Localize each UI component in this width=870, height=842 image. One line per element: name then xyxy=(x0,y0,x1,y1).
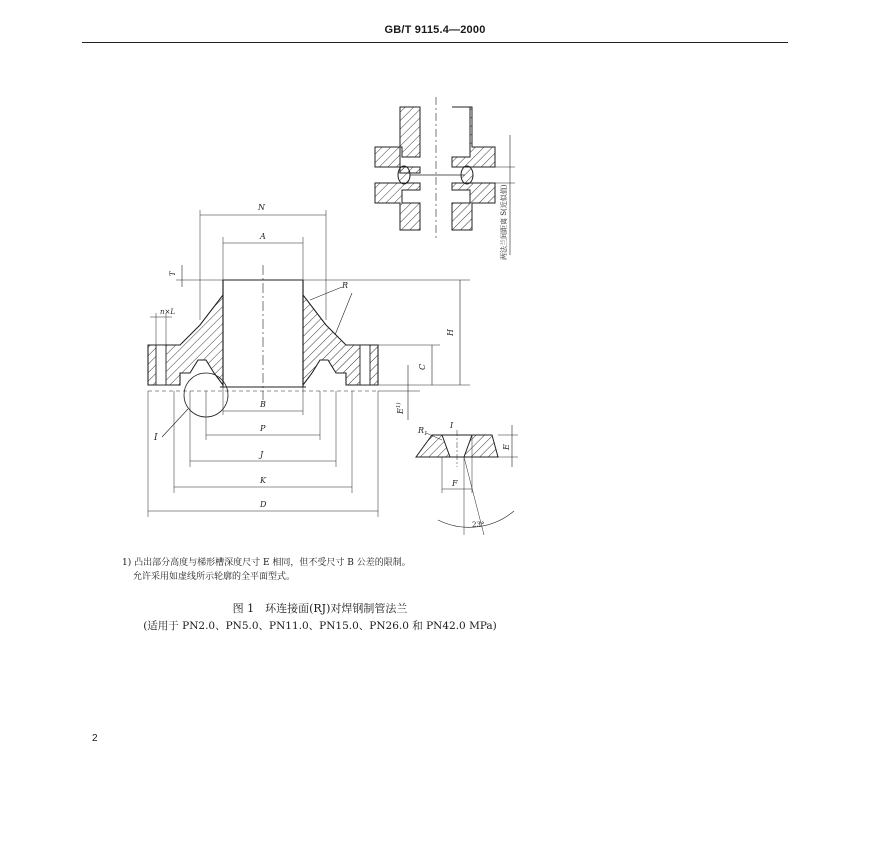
dim-K: K xyxy=(260,476,266,485)
dim-nxL: n×L xyxy=(160,308,176,316)
main-section xyxy=(148,203,470,517)
dim-N: N xyxy=(258,203,265,212)
dim-E-sup: 1) xyxy=(396,402,402,409)
dim-angle: 23° xyxy=(472,521,485,529)
figure-caption: 图 1 环连接面(RJ)对焊钢制管法兰 xyxy=(232,602,408,615)
detail-label-main: I xyxy=(154,433,158,443)
dim-J: J xyxy=(260,450,264,459)
dim-T: T xyxy=(169,271,177,276)
dim-D: D xyxy=(260,500,267,509)
footnote-1: 1) 凸出部分高度与梯形槽深度尺寸 E 相同，但不受尺寸 B 公差的限制。 xyxy=(122,558,411,568)
dim-R1: $R_1$ xyxy=(418,426,428,437)
page-number: 2 xyxy=(92,733,98,744)
figure-subcaption: (适用于 PN2.0、PN5.0、PN11.0、PN15.0、PN26.0 和 PN42.0 MPa) xyxy=(143,620,497,632)
dim-R1-sub: 1 xyxy=(424,431,428,437)
dim-P: P xyxy=(260,424,266,433)
gap-note: 两法兰间距离 S(近似值) xyxy=(500,184,508,260)
dim-F: F xyxy=(452,479,458,488)
dim-A: A xyxy=(260,232,266,241)
dim-R: R xyxy=(342,281,349,290)
dim-E-main: $E^{1)}$ xyxy=(396,402,405,414)
dim-C: C xyxy=(418,363,427,370)
groove-detail xyxy=(416,421,518,535)
flange-drawing xyxy=(120,95,530,545)
detail-label: I xyxy=(450,421,454,430)
standard-code: GB/T 9115.4—2000 xyxy=(384,24,486,36)
dim-H: H xyxy=(446,329,455,336)
dim-B: B xyxy=(260,400,266,409)
footnote-2: 允许采用如虚线所示轮廓的全平面型式。 xyxy=(133,572,296,582)
dim-E-detail: E xyxy=(502,444,511,450)
assembly-view xyxy=(375,97,515,260)
header-rule xyxy=(82,42,788,43)
